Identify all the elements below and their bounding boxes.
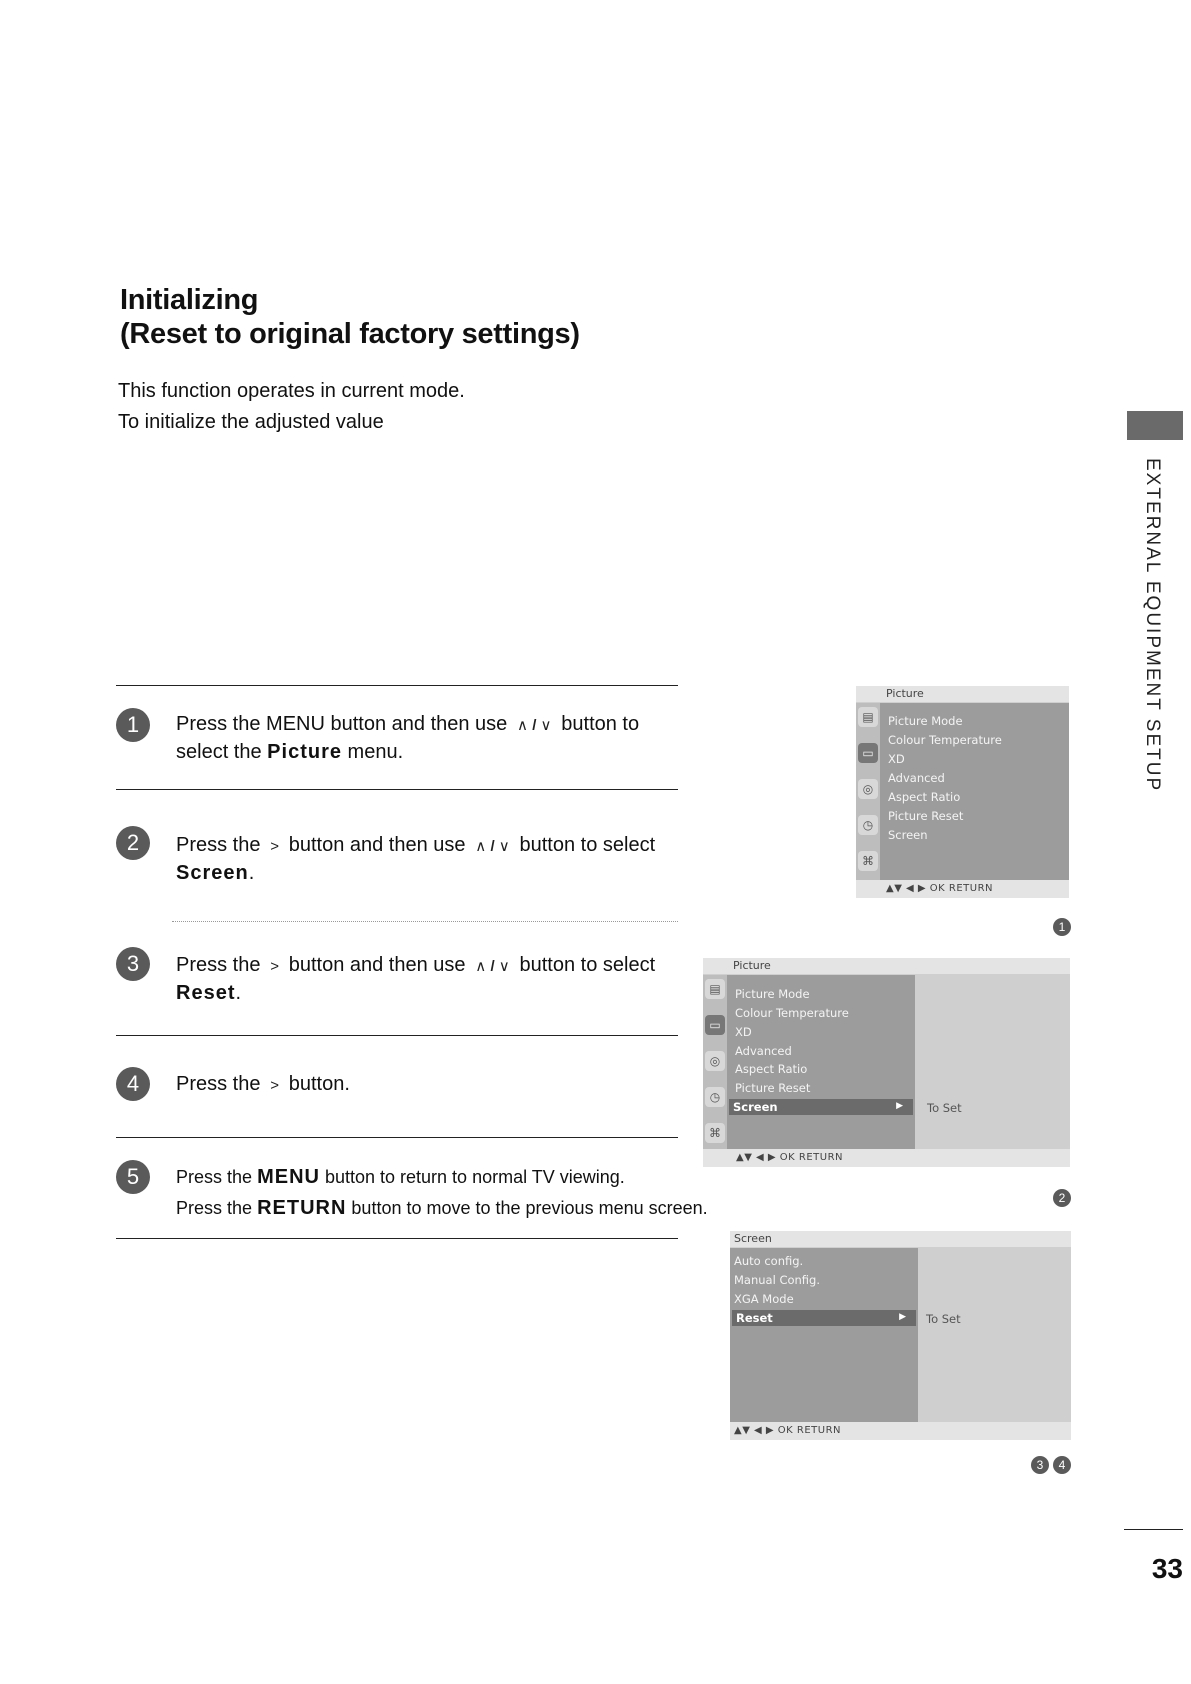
tv-input-icon: ▤: [858, 707, 878, 727]
step-5-text: Press the MENU button to return to normal TV viewing. Press the RETURN button to move to the previous menu screen.: [176, 1166, 708, 1219]
page-title: Initializing (Reset to original factory settings): [120, 284, 580, 350]
menu-item[interactable]: Advanced: [735, 1044, 792, 1058]
submenu-value[interactable]: To Set: [926, 1312, 961, 1326]
menu-item[interactable]: Auto config.: [734, 1254, 804, 1268]
time-icon: ◷: [858, 815, 878, 835]
section-tab-marker: [1127, 411, 1183, 440]
osd-picture-menu: Picture ▤ ▭ ◎ ◷ ⌘ Picture Mode Colour Temperature XD Advanced Aspect Ratio Picture Reset Screen ▲▼ ◀ ▶ OK RETURN: [856, 686, 1069, 898]
menu-item[interactable]: Advanced: [888, 771, 945, 785]
right-arrow-icon: >: [266, 838, 284, 855]
menu-item-selected[interactable]: Screen ▶: [729, 1099, 913, 1115]
osd-menu-list: [730, 1248, 918, 1422]
step-2-text: Press the > button and then use ∧ / ∨ button to select Screen.: [176, 834, 656, 884]
intro-text: This function operates in current mode. To initialize the adjusted value: [118, 380, 465, 433]
step-number: 2: [116, 826, 150, 860]
divider: [116, 1238, 678, 1239]
tv-input-icon: ▤: [705, 979, 725, 999]
osd-nav-bar: ▲▼ ◀ ▶ OK RETURN: [856, 880, 1069, 898]
sound-icon: ◎: [705, 1051, 725, 1071]
up-down-arrows-icon: ∧ / ∨: [471, 838, 514, 855]
option-icon: ⌘: [858, 851, 878, 871]
right-arrow-icon: >: [266, 1077, 284, 1094]
osd-screen-menu: Screen Auto config. Manual Config. XGA Mode Reset ▶ To Set ▲▼ ◀ ▶ OK RETURN: [730, 1231, 1071, 1440]
page-number: 33: [1151, 1553, 1183, 1584]
osd-picture-screen-menu: Picture ▤ ▭ ◎ ◷ ⌘ Picture Mode Colour Temperature XD Advanced Aspect Ratio Picture Reset Screen ▶ To Set ▲▼ ◀ ▶ OK RETURN: [703, 958, 1070, 1167]
option-icon: ⌘: [705, 1123, 725, 1143]
play-arrow-icon: ▶: [899, 1312, 906, 1322]
step-1-text: Press the MENU button and then use ∧ / ∨ button to select the Picture menu.: [176, 713, 640, 763]
figure-badge: 3: [1031, 1456, 1049, 1474]
menu-item[interactable]: Picture Mode: [888, 714, 963, 728]
divider: [172, 921, 678, 922]
menu-item[interactable]: Aspect Ratio: [735, 1062, 808, 1076]
menu-item[interactable]: Picture Mode: [735, 987, 810, 1001]
submenu-value[interactable]: To Set: [927, 1101, 962, 1115]
up-down-arrows-icon: ∧ / ∨: [512, 717, 556, 734]
divider: [116, 789, 678, 790]
step-3-text: Press the > button and then use ∧ / ∨ button to select Reset.: [176, 954, 656, 1004]
menu-item[interactable]: Manual Config.: [734, 1273, 820, 1287]
picture-icon: ▭: [705, 1015, 725, 1035]
menu-item[interactable]: XD: [888, 752, 905, 766]
footer-rule: [1124, 1529, 1183, 1530]
figure-badge: 2: [1053, 1189, 1071, 1207]
picture-icon: ▭: [858, 743, 878, 763]
figure-badge: 4: [1053, 1456, 1071, 1474]
divider: [116, 685, 678, 686]
osd-menu-list: [880, 703, 1069, 880]
right-arrow-icon: >: [266, 958, 284, 975]
step-number: 5: [116, 1160, 150, 1194]
menu-item[interactable]: XD: [735, 1025, 752, 1039]
osd-menu-list: [727, 975, 915, 1149]
section-label: EXTERNAL EQUIPMENT SETUP: [1142, 458, 1163, 793]
menu-item[interactable]: Picture Reset: [735, 1081, 811, 1095]
play-arrow-icon: ▶: [896, 1101, 903, 1111]
osd-icon-column: [703, 975, 727, 1149]
menu-item[interactable]: Colour Temperature: [888, 733, 1002, 747]
up-down-arrows-icon: ∧ / ∨: [471, 958, 514, 975]
divider: [116, 1137, 678, 1138]
menu-item[interactable]: Aspect Ratio: [888, 790, 961, 804]
time-icon: ◷: [705, 1087, 725, 1107]
menu-item-selected[interactable]: Reset ▶: [732, 1310, 916, 1326]
menu-item[interactable]: Screen: [888, 828, 928, 842]
osd-nav-bar: ▲▼ ◀ ▶ OK RETURN: [703, 1149, 1070, 1167]
sound-icon: ◎: [858, 779, 878, 799]
osd-nav-bar: ▲▼ ◀ ▶ OK RETURN: [730, 1422, 1071, 1440]
menu-item[interactable]: XGA Mode: [734, 1292, 794, 1306]
step-number: 4: [116, 1067, 150, 1101]
figure-badge: 1: [1053, 918, 1071, 936]
step-number: 3: [116, 947, 150, 981]
divider: [116, 1035, 678, 1036]
step-number: 1: [116, 708, 150, 742]
menu-item[interactable]: Picture Reset: [888, 809, 964, 823]
step-4-text: Press the > button.: [176, 1071, 350, 1099]
osd-icon-column: [856, 703, 880, 880]
menu-item[interactable]: Colour Temperature: [735, 1006, 849, 1020]
